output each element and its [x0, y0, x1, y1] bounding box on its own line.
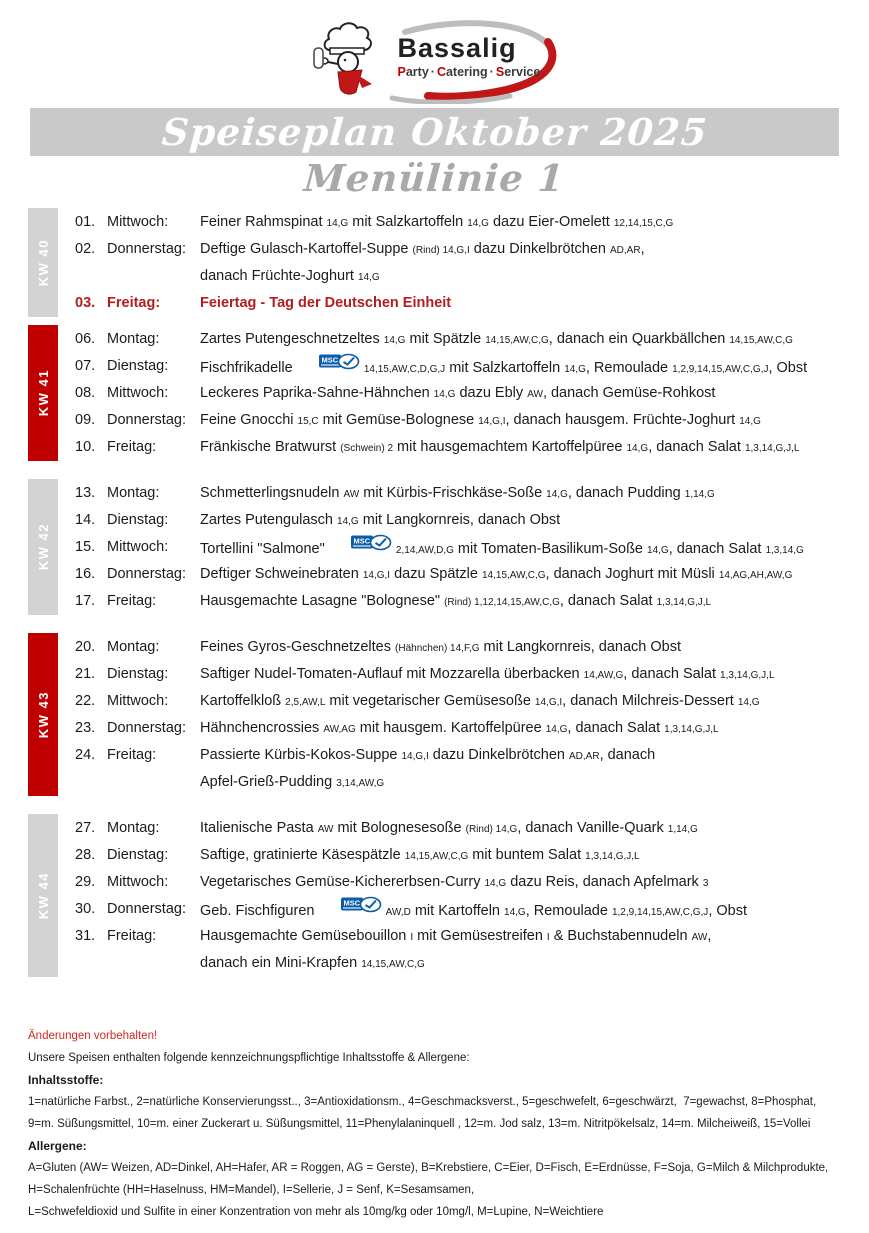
- day-name: Mittwoch:: [107, 693, 169, 709]
- menu-description: [200, 950, 425, 977]
- week-label-bar: [28, 814, 58, 977]
- menu-description: [200, 896, 747, 923]
- menu-text: Italienische Pasta: [200, 820, 318, 836]
- logo-tagline: [398, 65, 558, 79]
- menu-text: mit Gemüsestreifen: [413, 928, 547, 944]
- week-section: [28, 633, 869, 796]
- allergen-codes: AW,D: [385, 906, 411, 918]
- allergen-codes: 14,G: [357, 272, 380, 283]
- allergen-codes: AW: [691, 932, 708, 943]
- day-number: 02.: [75, 241, 96, 257]
- day-name: Donnerstag:: [107, 720, 186, 736]
- menu-description: [200, 534, 804, 561]
- tagline-separator-dot: ·: [489, 65, 494, 79]
- menu-text: dazu Dinkelbrötchen: [428, 747, 569, 763]
- ingredients-line: 9=m. Süßungsmittel, 10=m. einer Zuckerart u. Süßungsmittel, 11=Phenylalaninquell , 12=m. Jod salz, 13=m. Nitritpökelsalz, 14=m. Milcheiweiß, 15=Vollei: [28, 1118, 811, 1130]
- day-number: 13.: [75, 485, 96, 501]
- page-title: Speiseplan Oktober 2025: [160, 110, 709, 154]
- menu-text: Kartoffelkloß: [200, 693, 286, 709]
- menu-text: dazu Spätzle: [390, 566, 482, 582]
- allergen-codes: 2,14,AW,D,G: [395, 544, 454, 556]
- allergen-codes: 14,G: [739, 416, 761, 427]
- day-number: 27.: [75, 820, 96, 836]
- day-name: Donnerstag:: [107, 901, 186, 917]
- allergen-codes: (Schwein) 2: [340, 443, 394, 454]
- menu-text: , danach: [599, 747, 656, 763]
- msc-certified-icon: [341, 896, 382, 923]
- menu-text: Geb. Fischfiguren: [200, 902, 339, 919]
- allergen-codes: I: [410, 932, 414, 943]
- menu-description: [200, 715, 719, 742]
- allergen-codes: 15,C: [297, 416, 319, 427]
- tagline-initial: P: [397, 65, 406, 79]
- allergen-codes: 1,2,9,14,15,AW,C,G,J: [611, 906, 709, 918]
- day-name: Dienstag:: [107, 512, 169, 528]
- menu-description: [200, 480, 715, 507]
- day-name: Mittwoch:: [107, 539, 169, 555]
- menu-row: [58, 634, 869, 661]
- menu-text: Feiner Rahmspinat: [200, 214, 327, 230]
- menu-description: [200, 236, 645, 263]
- allergen-codes: 14,G,I: [534, 697, 563, 708]
- day-name: Mittwoch:: [107, 214, 169, 230]
- menu-text: mit Langkornreis, danach Obst: [358, 512, 561, 528]
- menu-description: [200, 380, 715, 407]
- msc-certified-icon: [351, 534, 392, 561]
- day-name: Montag:: [107, 331, 160, 347]
- allergen-codes: 14,AW,G: [583, 670, 624, 681]
- menu-row: [58, 561, 869, 588]
- menu-text: , danach Salat: [668, 540, 766, 557]
- allergen-codes: 3,14,AW,G: [336, 778, 385, 789]
- day-number: [75, 263, 107, 290]
- msc-certified-icon: [319, 353, 360, 380]
- logo-text: [398, 34, 558, 79]
- menu-text: Hausgemachte Gemüsebouillon: [200, 928, 411, 944]
- week-section: [28, 208, 869, 317]
- menu-row: [58, 263, 869, 290]
- tagline-word: atering: [445, 65, 488, 79]
- ingredients-line: 1=natürliche Farbst., 2=natürliche Konservierungsst.., 3=Antioxidationsm., 4=Geschmacksverst., 5=geschwefelt, 6=geschwärzt, 7=gewachst, 8=Phosphat,: [28, 1096, 817, 1108]
- allergen-codes: AW: [343, 489, 360, 500]
- menu-text: ,: [707, 928, 712, 944]
- menu-row: [58, 407, 869, 434]
- menu-text: Fränkische Bratwurst: [200, 439, 341, 455]
- week-label: KW 44: [35, 871, 51, 920]
- allergen-codes: AW,AG: [323, 724, 356, 735]
- allergen-codes: 14,15,AW,C,G: [729, 335, 793, 346]
- menu-text: , Remoulade: [585, 359, 673, 376]
- menu-text: , Obst: [768, 359, 808, 376]
- allergen-codes: (Rind) 14,G: [465, 824, 518, 835]
- menu-row: [58, 896, 869, 923]
- svg-text:MSC: MSC: [321, 355, 339, 365]
- day-name: Freitag:: [107, 439, 157, 455]
- menu-text: danach Früchte-Joghurt: [200, 268, 358, 284]
- allergen-codes: AD,AR: [569, 751, 600, 762]
- allergen-codes: 14,G: [383, 335, 406, 346]
- menu-description: [200, 742, 655, 769]
- allergen-codes: 2,5,AW,L: [285, 697, 326, 708]
- subtitle-row: [0, 156, 869, 202]
- allergen-codes: 3: [702, 878, 709, 889]
- menu-text: Hähnchencrossies: [200, 720, 324, 736]
- footer: [28, 1025, 841, 1223]
- menu-text: ,: [640, 241, 645, 257]
- week-label: KW 41: [35, 369, 51, 417]
- menu-text: , danach hausgem. Früchte-Joghurt: [505, 412, 740, 428]
- menu-row: [58, 661, 869, 688]
- menu-text: Tortellini "Salmone": [200, 540, 349, 557]
- week-rows: [58, 325, 869, 461]
- menu-row: [58, 842, 869, 869]
- tagline-separator-dot: ·: [430, 65, 435, 79]
- allergen-codes: (Rind) 1,12,14,15,AW,C,G: [444, 597, 560, 608]
- menu-text: , danach Milchreis-Dessert: [562, 693, 738, 709]
- menu-description: [200, 923, 711, 950]
- week-section: [28, 814, 869, 977]
- allergen-codes: 14,G: [545, 724, 568, 735]
- menu-text: Feiertag - Tag der Deutschen Einheit: [200, 295, 452, 311]
- menu-row: [58, 869, 869, 896]
- allergen-codes: 14,G,I: [362, 570, 391, 581]
- allergen-codes: 14,G: [737, 697, 760, 708]
- menu-row: [58, 290, 869, 317]
- day-name: Dienstag:: [107, 358, 169, 374]
- menu-text: dazu Eier-Omelett: [488, 214, 614, 230]
- menu-text: , danach Joghurt mit Müsli: [545, 566, 719, 582]
- allergen-codes: 14,G,I: [401, 751, 429, 762]
- menu-description: [200, 434, 799, 461]
- menu-text: Deftiger Schweinebraten: [200, 566, 363, 582]
- week-rows: [58, 814, 869, 977]
- menu-description: [200, 263, 380, 290]
- week-rows: [58, 633, 869, 796]
- allergen-codes: (Rind) 14,G,I: [412, 245, 470, 256]
- menu-text: Schmetterlingsnudeln: [200, 485, 344, 501]
- menu-text: , Remoulade: [525, 902, 612, 919]
- menu-text: dazu Ebly: [455, 385, 528, 401]
- allergen-codes: 14,G: [433, 389, 456, 400]
- allergen-codes: 1,14,G: [684, 489, 715, 500]
- menu-text: mit Langkornreis, danach Obst: [479, 639, 682, 655]
- week-label-bar: [28, 325, 58, 461]
- day-name: Freitag:: [107, 295, 161, 311]
- allergen-codes: 14,15,AW,C,G: [481, 570, 546, 581]
- menu-text: Saftige, gratinierte Käsespätzle: [200, 847, 405, 863]
- menu-description: [200, 209, 673, 236]
- menu-text: Deftige Gulasch-Kartoffel-Suppe: [200, 241, 413, 257]
- allergens-line: L=Schwefeldioxid und Sulfite in einer Konzentration von mehr als 10mg/kg oder 10mg/l, M=Lupine, N=Weichtiere: [28, 1206, 604, 1218]
- day-number: 07.: [75, 358, 96, 374]
- day-number: 10.: [75, 439, 96, 455]
- menu-row: [58, 353, 869, 380]
- allergen-codes: I: [546, 932, 550, 943]
- day-number: 29.: [75, 874, 96, 890]
- day-number: 23.: [75, 720, 96, 736]
- menu-text: mit Salzkartoffeln: [445, 359, 565, 376]
- allergen-codes: (Hähnchen) 14,F,G: [395, 643, 480, 654]
- menu-text: Hausgemachte Lasagne "Bolognese": [200, 593, 445, 609]
- menu-text: & Buchstabennudeln: [549, 928, 692, 944]
- menu-text: , danach Salat: [559, 593, 657, 609]
- header: [0, 0, 869, 104]
- day-number: [75, 769, 107, 796]
- day-number: 20.: [75, 639, 96, 655]
- menu-line-subtitle: Menülinie 1: [302, 156, 567, 200]
- allergen-codes: 14,15,AW,C,G: [485, 335, 549, 346]
- menu-description: [200, 353, 807, 380]
- menu-text: mit Salzkartoffeln: [348, 214, 468, 230]
- day-number: 16.: [75, 566, 96, 582]
- day-number: 31.: [75, 928, 96, 944]
- day-name: Freitag:: [107, 928, 157, 944]
- day-number: 01.: [75, 214, 96, 230]
- day-number: 17.: [75, 593, 96, 609]
- menu-row: [58, 507, 869, 534]
- menu-text: Feine Gnocchi: [200, 412, 298, 428]
- day-number: 30.: [75, 901, 96, 917]
- menu-row: [58, 380, 869, 407]
- day-number: 09.: [75, 412, 96, 428]
- day-name: Donnerstag:: [107, 566, 186, 582]
- week-label-bar: [28, 208, 58, 317]
- menu-weeks: [28, 208, 869, 977]
- footer-intro: Unsere Speisen enthalten folgende kennzeichnungspflichtige Inhaltsstoffe & Allergene:: [28, 1052, 470, 1064]
- tagline-initial: S: [495, 65, 505, 79]
- menu-description: [200, 815, 698, 842]
- menu-text: Saftiger Nudel-Tomaten-Auflauf mit Mozzarella überbacken: [200, 666, 584, 682]
- menu-text: Passierte Kürbis-Kokos-Suppe: [200, 747, 402, 763]
- menu-row: [58, 769, 869, 796]
- day-name: Mittwoch:: [107, 874, 169, 890]
- allergen-codes: 14,G: [337, 516, 359, 527]
- menu-text: dazu Dinkelbrötchen: [469, 241, 611, 257]
- menu-description: [200, 634, 681, 661]
- day-name: Montag:: [107, 485, 160, 501]
- menu-row: [58, 434, 869, 461]
- week-section: [28, 325, 869, 461]
- day-name: Montag:: [107, 639, 160, 655]
- title-banner: [30, 108, 839, 156]
- menu-row: [58, 209, 869, 236]
- menu-text: Feines Gyros-Geschnetzeltes: [200, 639, 396, 655]
- menu-text: mit Tomaten-Basilikum-Soße: [453, 540, 648, 557]
- menu-text: mit Gemüse-Bolognese: [318, 412, 479, 428]
- day-number: 08.: [75, 385, 96, 401]
- allergen-codes: 1,3,14,G,J,L: [656, 597, 712, 608]
- menu-row: [58, 923, 869, 950]
- menu-row: [58, 950, 869, 977]
- day-number: 24.: [75, 747, 96, 763]
- week-label: KW 40: [35, 238, 51, 287]
- menu-text: dazu Reis, danach Apfelmark: [506, 874, 703, 890]
- menu-row: [58, 688, 869, 715]
- menu-text: mit hausgemachtem Kartoffelpüree: [393, 439, 627, 455]
- week-rows: [58, 208, 869, 317]
- allergen-codes: 14,G: [326, 218, 349, 229]
- allergens-line: H=Schalenfrüchte (HH=Haselnuss, HM=Mandel), I=Sellerie, J = Senf, K=Sesamsamen,: [28, 1184, 475, 1196]
- menu-text: , danach Salat: [623, 666, 721, 682]
- menu-text: mit Kartoffeln: [410, 902, 505, 919]
- day-name: Dienstag:: [107, 847, 169, 863]
- menu-text: Fischfrikadelle: [200, 359, 317, 376]
- menu-description: [200, 869, 708, 896]
- allergens-label: Allergene:: [28, 1139, 87, 1153]
- day-name: [107, 950, 200, 977]
- allergen-codes: 14,G,I: [478, 416, 506, 427]
- menu-text: mit vegetarischer Gemüsesoße: [325, 693, 535, 709]
- menu-text: mit hausgem. Kartoffelpüree: [355, 720, 546, 736]
- allergen-codes: 14,15,AW,C,G: [361, 959, 425, 970]
- week-section: [28, 479, 869, 615]
- allergen-codes: 14,15,AW,C,G: [404, 851, 469, 862]
- day-name: Montag:: [107, 820, 160, 836]
- menu-description: [200, 688, 760, 715]
- day-name: Donnerstag:: [107, 241, 186, 257]
- menu-row: [58, 815, 869, 842]
- svg-text:MSC: MSC: [353, 536, 371, 546]
- allergen-codes: 1,3,14,G,J,L: [585, 851, 640, 862]
- allergen-codes: 14,G: [564, 363, 586, 375]
- menu-row: [58, 480, 869, 507]
- menu-text: mit buntem Salat: [468, 847, 586, 863]
- menu-description: [200, 842, 640, 869]
- day-number: 03.: [75, 295, 96, 311]
- menu-text: Apfel-Grieß-Pudding: [200, 774, 337, 790]
- allergen-codes: 14,15,AW,C,D,G,J: [363, 363, 446, 375]
- allergen-codes: 14,G: [647, 544, 669, 556]
- day-name: [107, 769, 200, 796]
- allergen-codes: 1,14,G: [667, 824, 698, 835]
- week-label: KW 42: [35, 523, 51, 571]
- menu-text: , danach Vanille-Quark: [517, 820, 668, 836]
- tagline-word: ervice: [504, 65, 541, 79]
- ingredients-label: Inhaltsstoffe:: [28, 1073, 104, 1087]
- day-number: [75, 950, 107, 977]
- allergen-codes: AW: [527, 389, 543, 400]
- allergen-codes: 1,3,14,G,J,L: [664, 724, 719, 735]
- changes-notice: Änderungen vorbehalten!: [28, 1030, 158, 1042]
- menu-row: [58, 715, 869, 742]
- week-label-bar: [28, 479, 58, 615]
- allergen-codes: 1,2,9,14,15,AW,C,G,J: [672, 363, 769, 375]
- day-number: 21.: [75, 666, 96, 682]
- allergen-codes: 14,G: [467, 218, 489, 229]
- day-number: 28.: [75, 847, 96, 863]
- menu-text: Vegetarisches Gemüse-Kichererbsen-Curry: [200, 874, 485, 890]
- logo: [310, 12, 560, 104]
- menu-text: mit Bolognesesoße: [333, 820, 466, 836]
- menu-text: , Obst: [708, 902, 747, 919]
- menu-description: [200, 507, 560, 534]
- menu-description: [200, 661, 775, 688]
- menu-text: , danach Salat: [567, 720, 665, 736]
- menu-description: [200, 588, 711, 615]
- allergen-codes: 1,3,14,G,J,L: [720, 670, 775, 681]
- allergen-codes: 12,14,15,C,G: [613, 218, 674, 229]
- menu-row: [58, 236, 869, 263]
- day-name: Donnerstag:: [107, 412, 186, 428]
- menu-description: [200, 290, 451, 317]
- menu-text: , danach ein Quarkbällchen: [548, 331, 730, 347]
- menu-row: [58, 326, 869, 353]
- menu-row: [58, 742, 869, 769]
- day-number: 15.: [75, 539, 96, 555]
- day-name: Freitag:: [107, 747, 157, 763]
- menu-text: mit Spätzle: [405, 331, 486, 347]
- menu-description: [200, 326, 793, 353]
- tagline-word: arty: [405, 65, 429, 79]
- menu-text: Leckeres Paprika-Sahne-Hähnchen: [200, 385, 434, 401]
- menu-text: , danach Pudding: [567, 485, 685, 501]
- menu-description: [200, 407, 761, 434]
- day-name: Mittwoch:: [107, 385, 169, 401]
- day-name: [107, 263, 200, 290]
- menu-row: [58, 588, 869, 615]
- week-label: KW 43: [35, 690, 51, 739]
- allergen-codes: AD,AR: [610, 245, 641, 256]
- menu-text: Zartes Putengulasch: [200, 512, 338, 528]
- week-label-bar: [28, 633, 58, 796]
- week-rows: [58, 479, 869, 615]
- day-name: Dienstag:: [107, 666, 169, 682]
- chef-icon: [314, 23, 372, 94]
- brand-name: Bassalig: [397, 33, 517, 63]
- day-number: 06.: [75, 331, 96, 347]
- allergen-codes: 1,3,14,G,J,L: [744, 443, 800, 454]
- allergen-codes: AW: [317, 824, 334, 835]
- allergen-codes: 14,G: [626, 443, 649, 454]
- allergens-line: A=Gluten (AW= Weizen, AD=Dinkel, AH=Hafer, AR = Roggen, AG = Gerste), B=Krebstiere, C=Eier, D=Fisch, E=Erdnüsse, F=Soja, G=Milch & Milchprodukte,: [28, 1162, 829, 1174]
- menu-text: , danach Gemüse-Rohkost: [542, 385, 716, 401]
- menu-text: , danach Salat: [648, 439, 745, 455]
- menu-text: mit Kürbis-Frischkäse-Soße: [359, 485, 547, 501]
- menu-row: [58, 534, 869, 561]
- allergen-codes: 14,G: [546, 489, 568, 500]
- menu-description: [200, 561, 792, 588]
- day-name: Freitag:: [107, 593, 157, 609]
- tagline-initial: C: [436, 65, 446, 79]
- svg-text:MSC: MSC: [343, 898, 360, 908]
- allergen-codes: 14,G: [504, 906, 526, 918]
- allergen-codes: 14,AG,AH,AW,G: [718, 570, 793, 581]
- allergen-codes: 14,G: [484, 878, 507, 889]
- allergen-codes: 1,3,14,G: [765, 544, 804, 556]
- menu-text: danach ein Mini-Krapfen: [200, 955, 362, 971]
- day-number: 14.: [75, 512, 96, 528]
- day-number: 22.: [75, 693, 96, 709]
- menu-text: Zartes Putengeschnetzeltes: [200, 331, 384, 347]
- menu-description: [200, 769, 384, 796]
